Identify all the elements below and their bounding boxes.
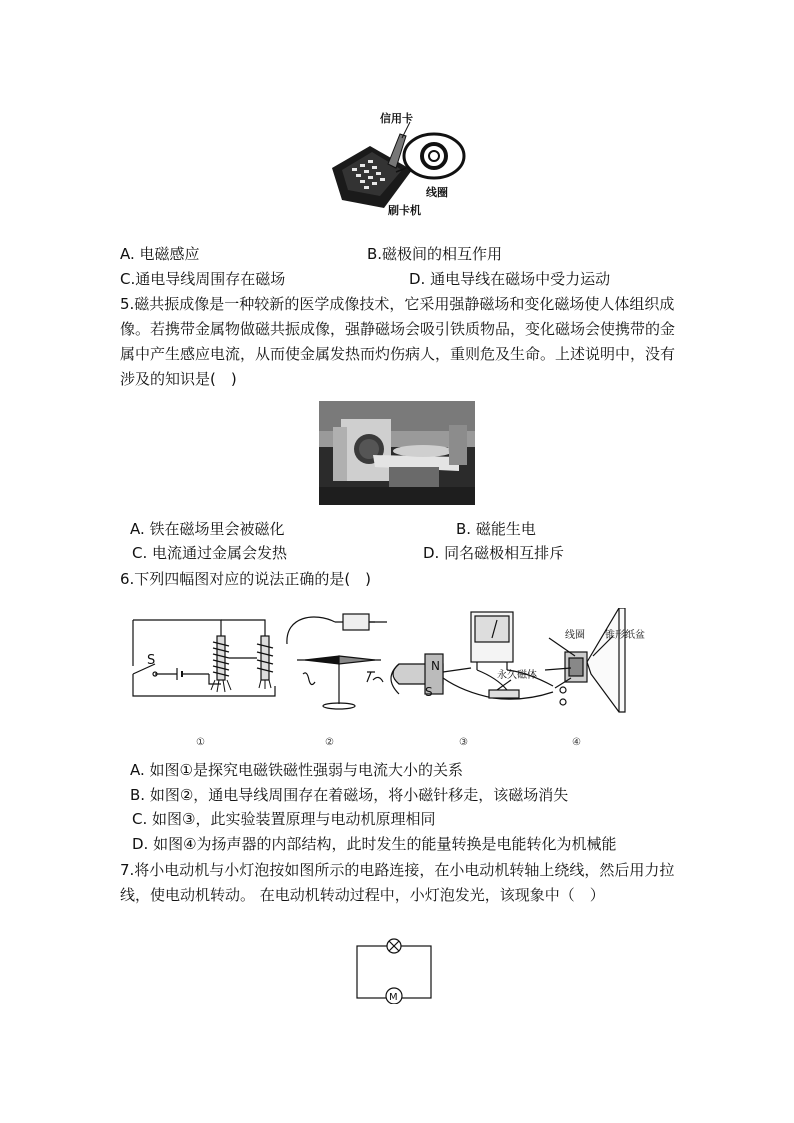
q7-stem: 7.将小电动机与小灯泡按如图所示的电路连接，在小电动机转轴上绕线，然后用力拉线，使电动机转动。 在电动机转动过程中，小灯泡发光，该现象中（ ）: [120, 861, 675, 904]
fig3-south-label: S: [425, 685, 433, 699]
card-machine-figure: [322, 108, 472, 223]
figure-3-magnet-meter: [391, 612, 553, 699]
q4-option-a: A. 电磁感应: [120, 245, 200, 263]
q4-option-c: C.通电导线周围存在磁场: [120, 270, 286, 288]
q6-figures: [125, 608, 645, 718]
mri-photo: [319, 401, 475, 505]
q4-option-b: B.磁极间的相互作用: [367, 245, 503, 263]
q6-option-d: D. 如图④为扬声器的内部结构，此时发生的能量转换是电能转化为机械能: [132, 835, 617, 853]
fig4-coil-label: 线圈: [565, 630, 585, 641]
label-credit-card: 信用卡: [380, 112, 413, 125]
q5-option-c: C. 电流通过金属会发热: [132, 544, 288, 562]
caption-fig-1: ①: [196, 737, 205, 748]
q7-circuit: [354, 934, 436, 1004]
fig4-magnet-label: 永久磁体: [497, 670, 537, 681]
fig4-cone-label: 锥形纸盆: [605, 630, 645, 641]
q5-option-d: D. 同名磁极相互排斥: [423, 544, 565, 562]
q6-stem: 6.下列四幅图对应的说法正确的是( ): [120, 570, 372, 588]
q5-option-a: A. 铁在磁场里会被磁化: [130, 520, 285, 538]
q5-stem: 5.磁共振成像是一种较新的医学成像技术，它采用强静磁场和变化磁场使人体组织成像。若携带金属物做磁共振成像，强静磁场会吸引铁质物品，变化磁场会使携带的金属中产生感应电流，从而使金属发热而灼伤病人，重则危及生命。上述说明中，没有涉及的知识是( ): [120, 295, 676, 388]
fig1-switch-label: S: [147, 653, 156, 668]
q6-option-b: B. 如图②，通电导线周围存在着磁场，将小磁针移走，该磁场消失: [130, 786, 569, 804]
caption-fig-2: ②: [325, 737, 334, 748]
caption-fig-4: ④: [572, 737, 581, 748]
q6-option-a: A. 如图①是探究电磁铁磁性强弱与电流大小的关系: [130, 761, 463, 779]
label-coil: 线圈: [426, 186, 448, 199]
figure-4-loudspeaker: [545, 608, 625, 712]
motor-label: M: [389, 992, 398, 1003]
fig3-north-label: N: [431, 659, 440, 673]
caption-fig-3: ③: [459, 737, 468, 748]
label-card-machine: 刷卡机: [388, 204, 421, 217]
q4-option-d: D. 通电导线在磁场中受力运动: [409, 270, 611, 288]
q5-option-b: B. 磁能生电: [456, 520, 536, 538]
q6-option-c: C. 如图③，此实验装置原理与电动机原理相同: [132, 810, 436, 828]
figure-2-wire-compass: [287, 614, 387, 709]
